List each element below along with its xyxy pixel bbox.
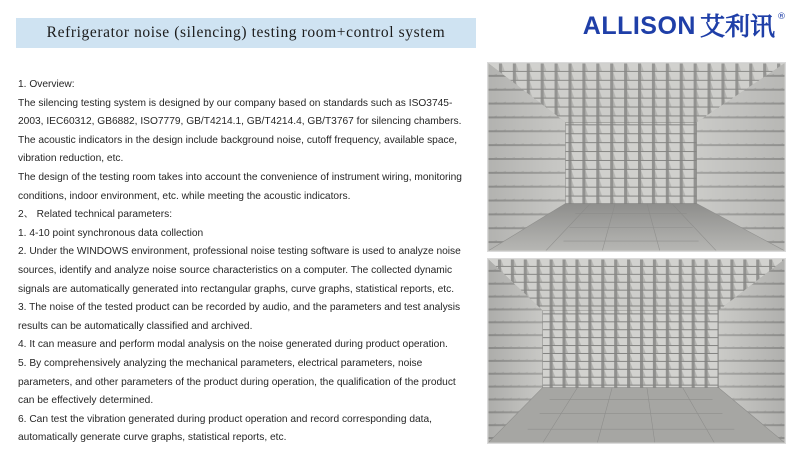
paragraph-param-6: 6. Can test the vibration generated during product operation and record corresponding data, automatically generate curve graphs, statistical reports, etc.	[18, 413, 432, 444]
brand-name-cn: 艾利讯	[699, 12, 775, 41]
company-logo	[583, 14, 786, 39]
page-header	[0, 0, 800, 62]
brand-name-en: ALLISON	[582, 12, 696, 40]
trademark-icon: ®	[777, 12, 786, 22]
paragraph-parameters-heading: 2、 Related technical parameters:	[18, 209, 173, 221]
anechoic-chamber-photo-bottom	[487, 258, 786, 444]
paragraph-param-3: 3. The noise of the tested product can be recorded by audio, and the parameters and test analysis results can be automatically classified and archived.	[18, 302, 461, 332]
paragraph-overview-heading: 1. Overview:	[18, 79, 75, 90]
page-title: Refrigerator noise (silencing) testing room+control system	[46, 24, 446, 41]
paragraph-design: The design of the testing room takes into account the convenience of instrument wiring, monitoring conditions, indoor environment, etc. while meeting the acoustic indicators.	[18, 171, 462, 202]
paragraph-param-5: 5. By comprehensively analyzing the mechanical parameters, electrical parameters, noise parameters, and other parameters of the product during operation, the qualification of the product can be effectively determined.	[18, 357, 456, 407]
anechoic-chamber-photo-top	[487, 62, 786, 252]
body-text-column	[18, 76, 473, 448]
paragraph-param-2: 2. Under the WINDOWS environment, professional noise testing software is used to analyze noise sources, identify and analyze noise source characteristics on a computer. The collected dynamic signals are automatically generated into rectangular graphs, curve graphs, statistical reports, etc.	[18, 246, 461, 295]
photo-column	[487, 62, 787, 450]
paragraph-param-4: 4. It can measure and perform modal analysis on the noise generated during product operation.	[18, 339, 448, 351]
paragraph-param-1: 1. 4-10 point synchronous data collection	[18, 227, 204, 239]
page-title-band	[16, 18, 476, 48]
paragraph-standards: The silencing testing system is designed by our company based on standards such as ISO3745-2003, IEC60312, GB6882, ISO7779, GB/T4214.1, GB/T4214.4, GB/T3767 for silencing chambers. The acoustic indicators in the design include background noise, cutoff frequency, available space, vibration reduction, etc.	[18, 97, 462, 165]
